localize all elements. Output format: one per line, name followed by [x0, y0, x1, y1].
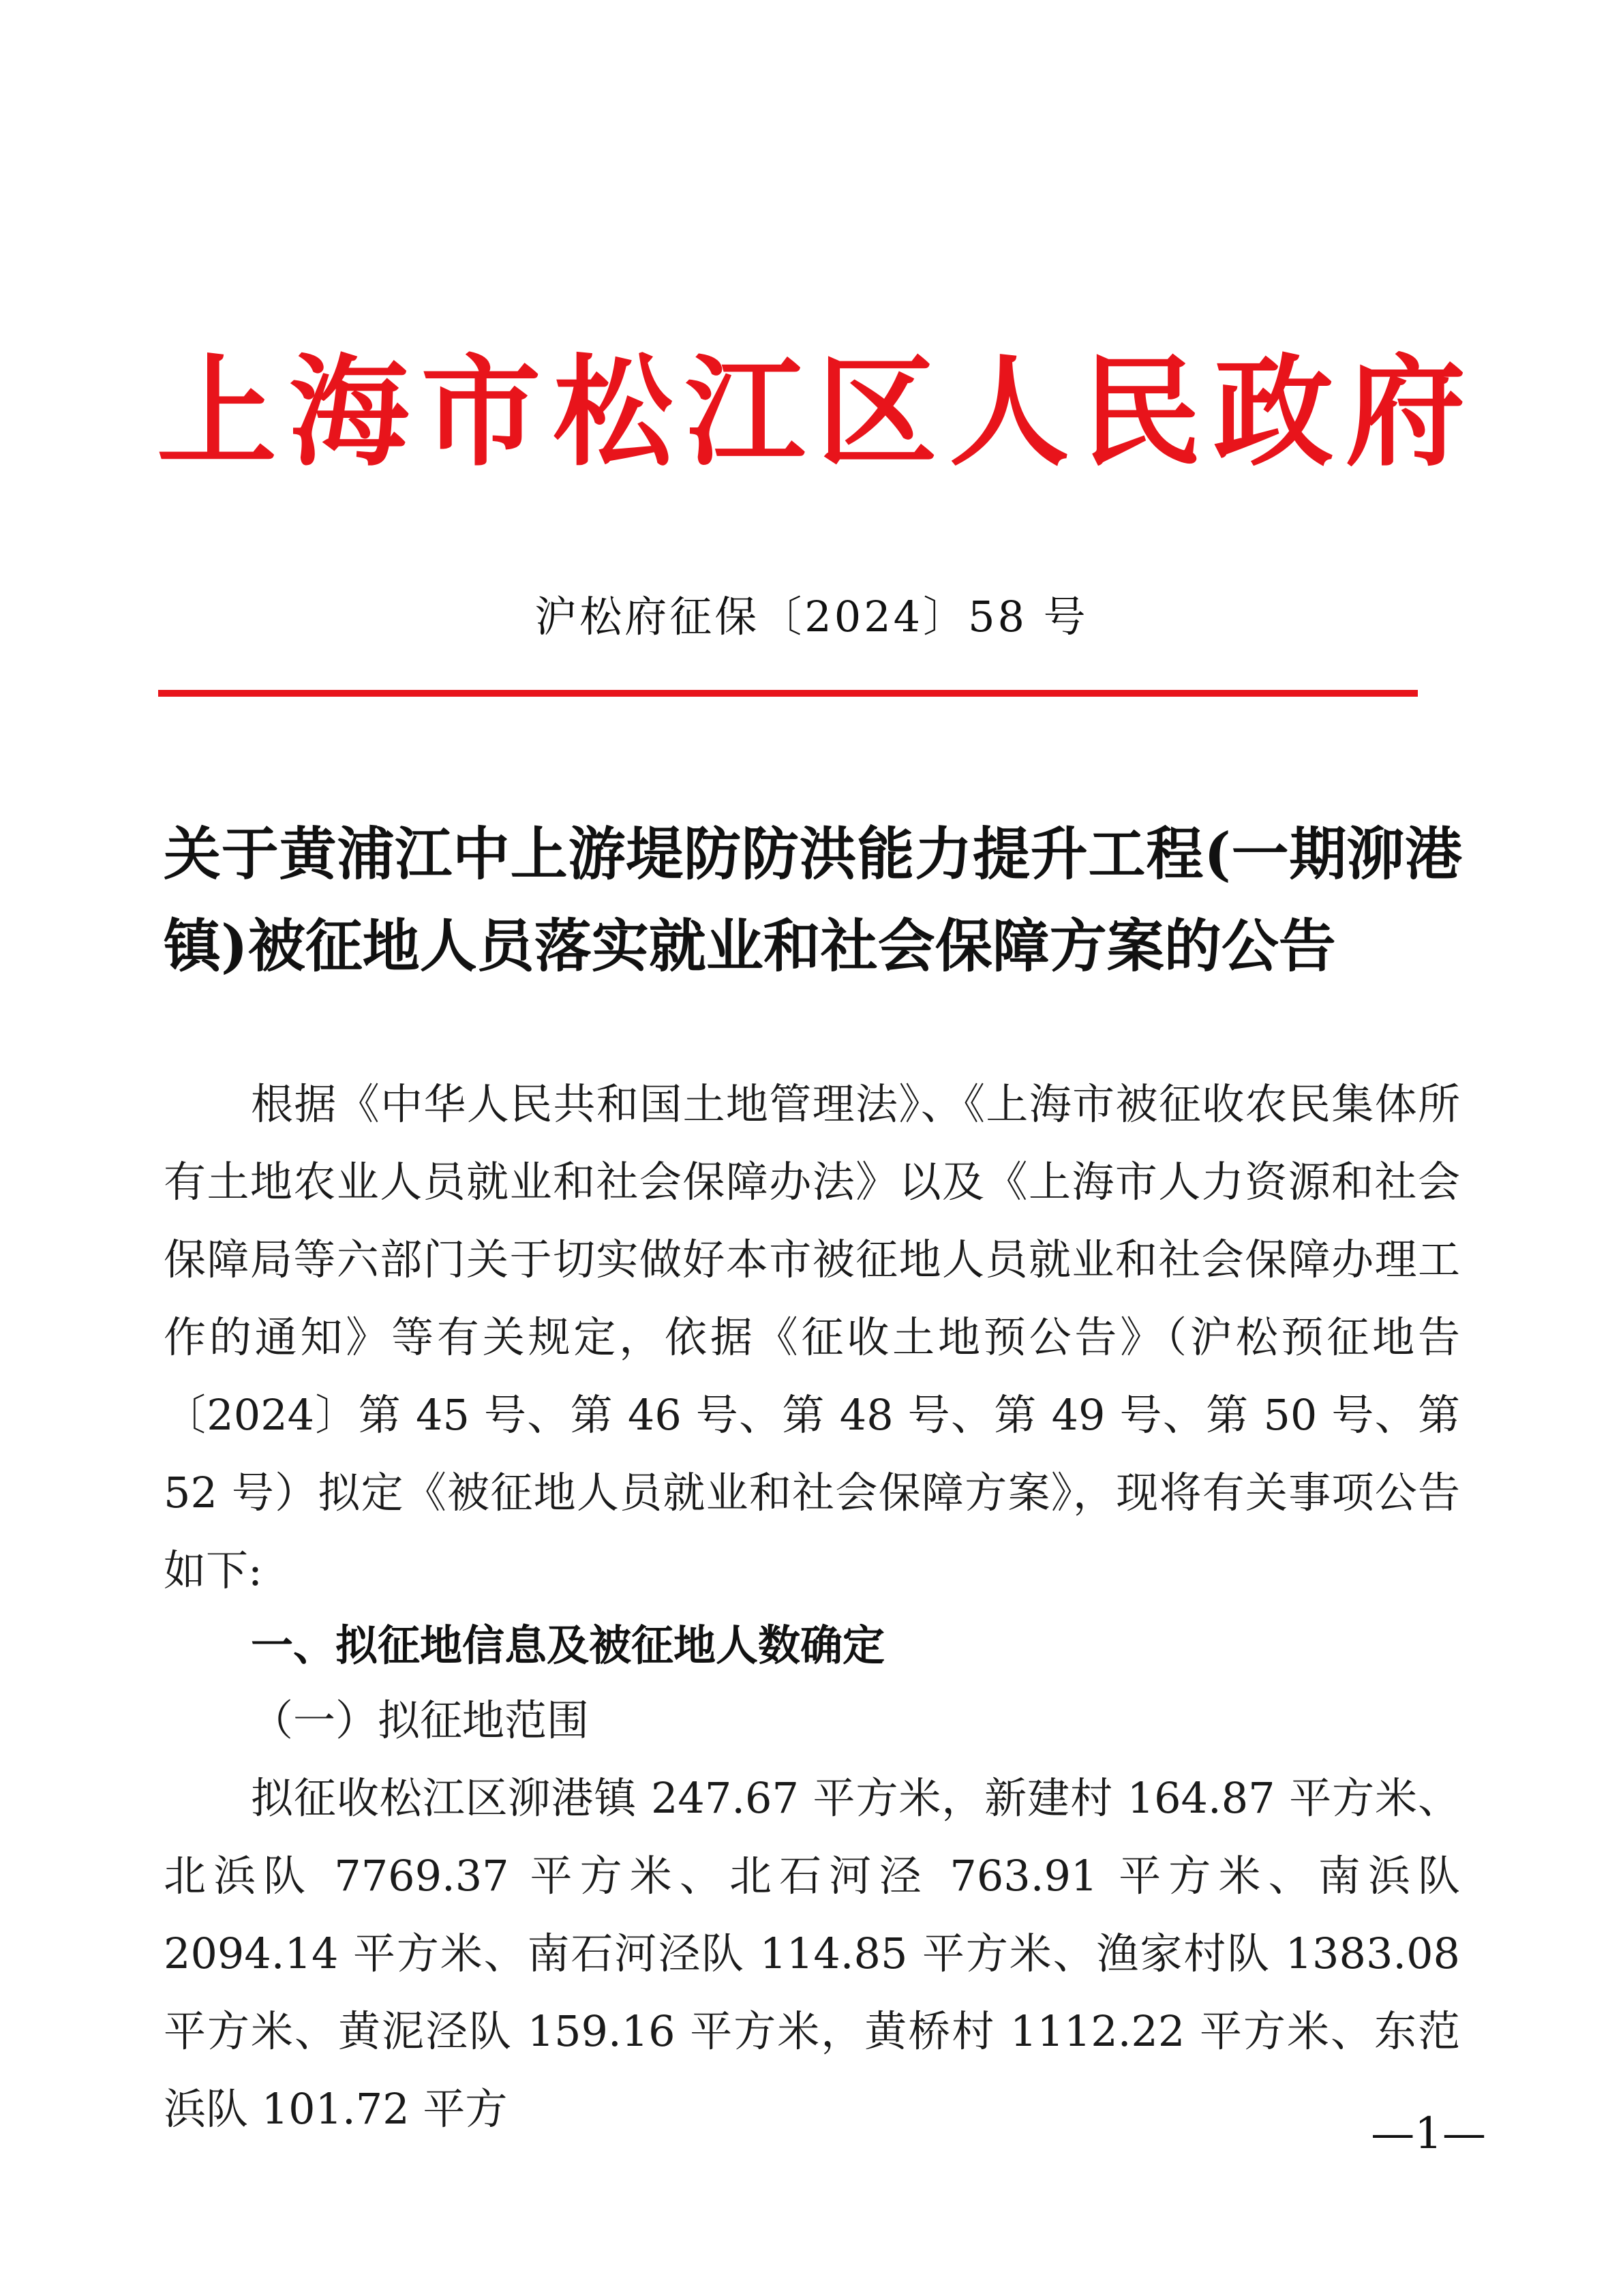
red-divider-line [158, 690, 1418, 697]
scope-paragraph: 拟征收松江区泖港镇 247.67 平方米，新建村 164.87 平方米、北浜队 7769.37 平方米、北石河泾 763.91 平方米、南浜队 2094.14 平方米、南石河泾队 114.85 平方米、渔家村队 1383.08 平方米、黄泥泾队 159.16 平方米，黄桥村 1112.22 平方米、东范浜队 101.72 平方 [164, 1773, 1460, 2134]
subsection-heading: （一）拟征地范围 [251, 1695, 590, 1745]
section-heading: 一、拟征地信息及被征地人数确定 [251, 1620, 885, 1670]
issuing-authority-title: 上海市松江区人民政府 [157, 342, 1466, 483]
document-body [164, 1066, 1460, 2148]
intro-paragraph: 根据《中华人民共和国土地管理法》、《上海市被征收农民集体所有土地农业人员就业和社会保障办法》以及《上海市人力资源和社会保障局等六部门关于切实做好本市被征地人员就业和社会保障办理工作的通知》等有关规定，依据《征收土地预公告》（沪松预征地告〔2024〕第 45 号、第 46 号、第 48 号、第 49 号、第 50 号、第 52 号）拟定《被征地人员就业和社会保障方案》，现将有关事项公告如下: [164, 1079, 1460, 1595]
page-number: —1— [1371, 2109, 1486, 2159]
document-title: 关于黄浦江中上游堤防防洪能力提升工程(一期泖港镇)被征地人员落实就业和社会保障方案的公告 [164, 820, 1462, 980]
document-number: 沪松府征保〔2024〕58 号 [534, 592, 1089, 641]
